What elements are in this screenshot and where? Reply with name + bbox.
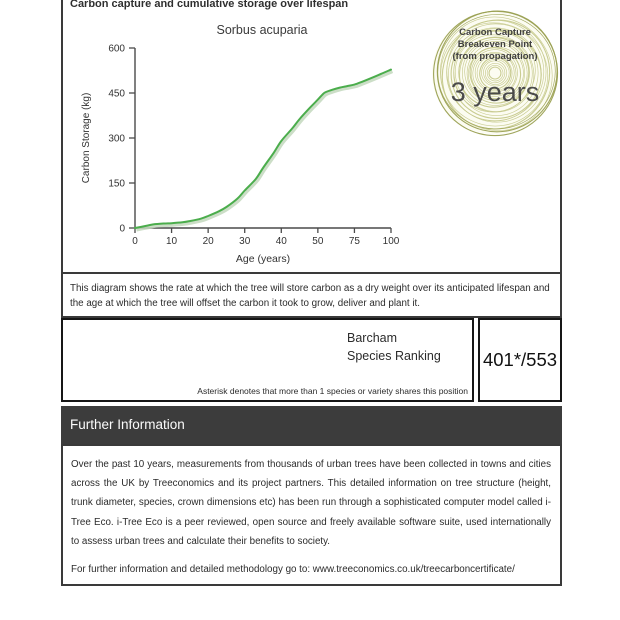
svg-text:Carbon Storage (kg): Carbon Storage (kg) (81, 92, 92, 184)
ranking-label-cell (61, 318, 474, 402)
breakeven-value: 3 years (450, 77, 540, 107)
svg-text:300: 300 (108, 133, 125, 145)
further-information-title: Further Information (70, 417, 185, 432)
breakeven-badge (430, 8, 560, 138)
svg-text:Age (years): Age (years) (235, 253, 291, 265)
svg-text:30: 30 (239, 236, 251, 247)
svg-text:40: 40 (275, 236, 287, 247)
ranking-value-cell: 401*/553 (478, 318, 562, 402)
chart-section (61, 0, 562, 274)
asterisk-note: Asterisk denotes that more than 1 species or variety shares this position (197, 386, 468, 396)
badge-line-1: Carbon Capture (459, 27, 531, 38)
svg-text:600: 600 (108, 43, 125, 55)
svg-text:150: 150 (108, 178, 125, 190)
ranking-label (347, 329, 441, 365)
breakeven-badge-text (430, 8, 560, 138)
further-information-body (61, 444, 562, 586)
svg-text:10: 10 (166, 236, 178, 247)
species-ranking-section (61, 318, 562, 402)
certificate-page (61, 0, 562, 586)
chart-description: This diagram shows the rate at which the tree will store carbon as a dry weight over its anticipated lifespan and the age at which the tree will offset the carbon it took to grow, deliver and plant it. (61, 272, 562, 318)
ranking-label-line2: Species Ranking (347, 349, 441, 363)
ranking-label-line1: Barcham (347, 331, 398, 345)
chart-title: Sorbus acuparia (216, 23, 308, 37)
svg-text:50: 50 (312, 236, 324, 247)
page-title: Carbon capture and cumulative storage over lifespan (70, 0, 349, 10)
svg-text:75: 75 (348, 236, 360, 247)
svg-text:0: 0 (132, 236, 138, 247)
methodology-paragraph: Over the past 10 years, measurements from thousands of urban trees have been collected in towns and cities across the UK by Treeconomics and its project partners. This detailed information on tree structure (height, trunk diameter, species, crown dimensions etc) has been run through a sophisticated computer model called i-Tree Eco. i-Tree Eco is a peer reviewed, open source and freely available software suite, used internationally to assess urban trees and calculate their benefits to society. (71, 459, 551, 547)
svg-text:20: 20 (202, 236, 214, 247)
further-information-header (61, 406, 562, 444)
carbon-storage-line-chart (77, 26, 443, 266)
svg-text:100: 100 (382, 236, 400, 247)
badge-line-2: Breakeven Point (457, 39, 533, 50)
svg-text:450: 450 (108, 88, 125, 100)
methodology-link-line: For further information and detailed methodology go to: www.treeconomics.co.uk/treecarboncertificate/ (71, 564, 515, 576)
badge-line-3: (from propagation) (452, 51, 538, 62)
svg-text:0: 0 (119, 223, 125, 235)
